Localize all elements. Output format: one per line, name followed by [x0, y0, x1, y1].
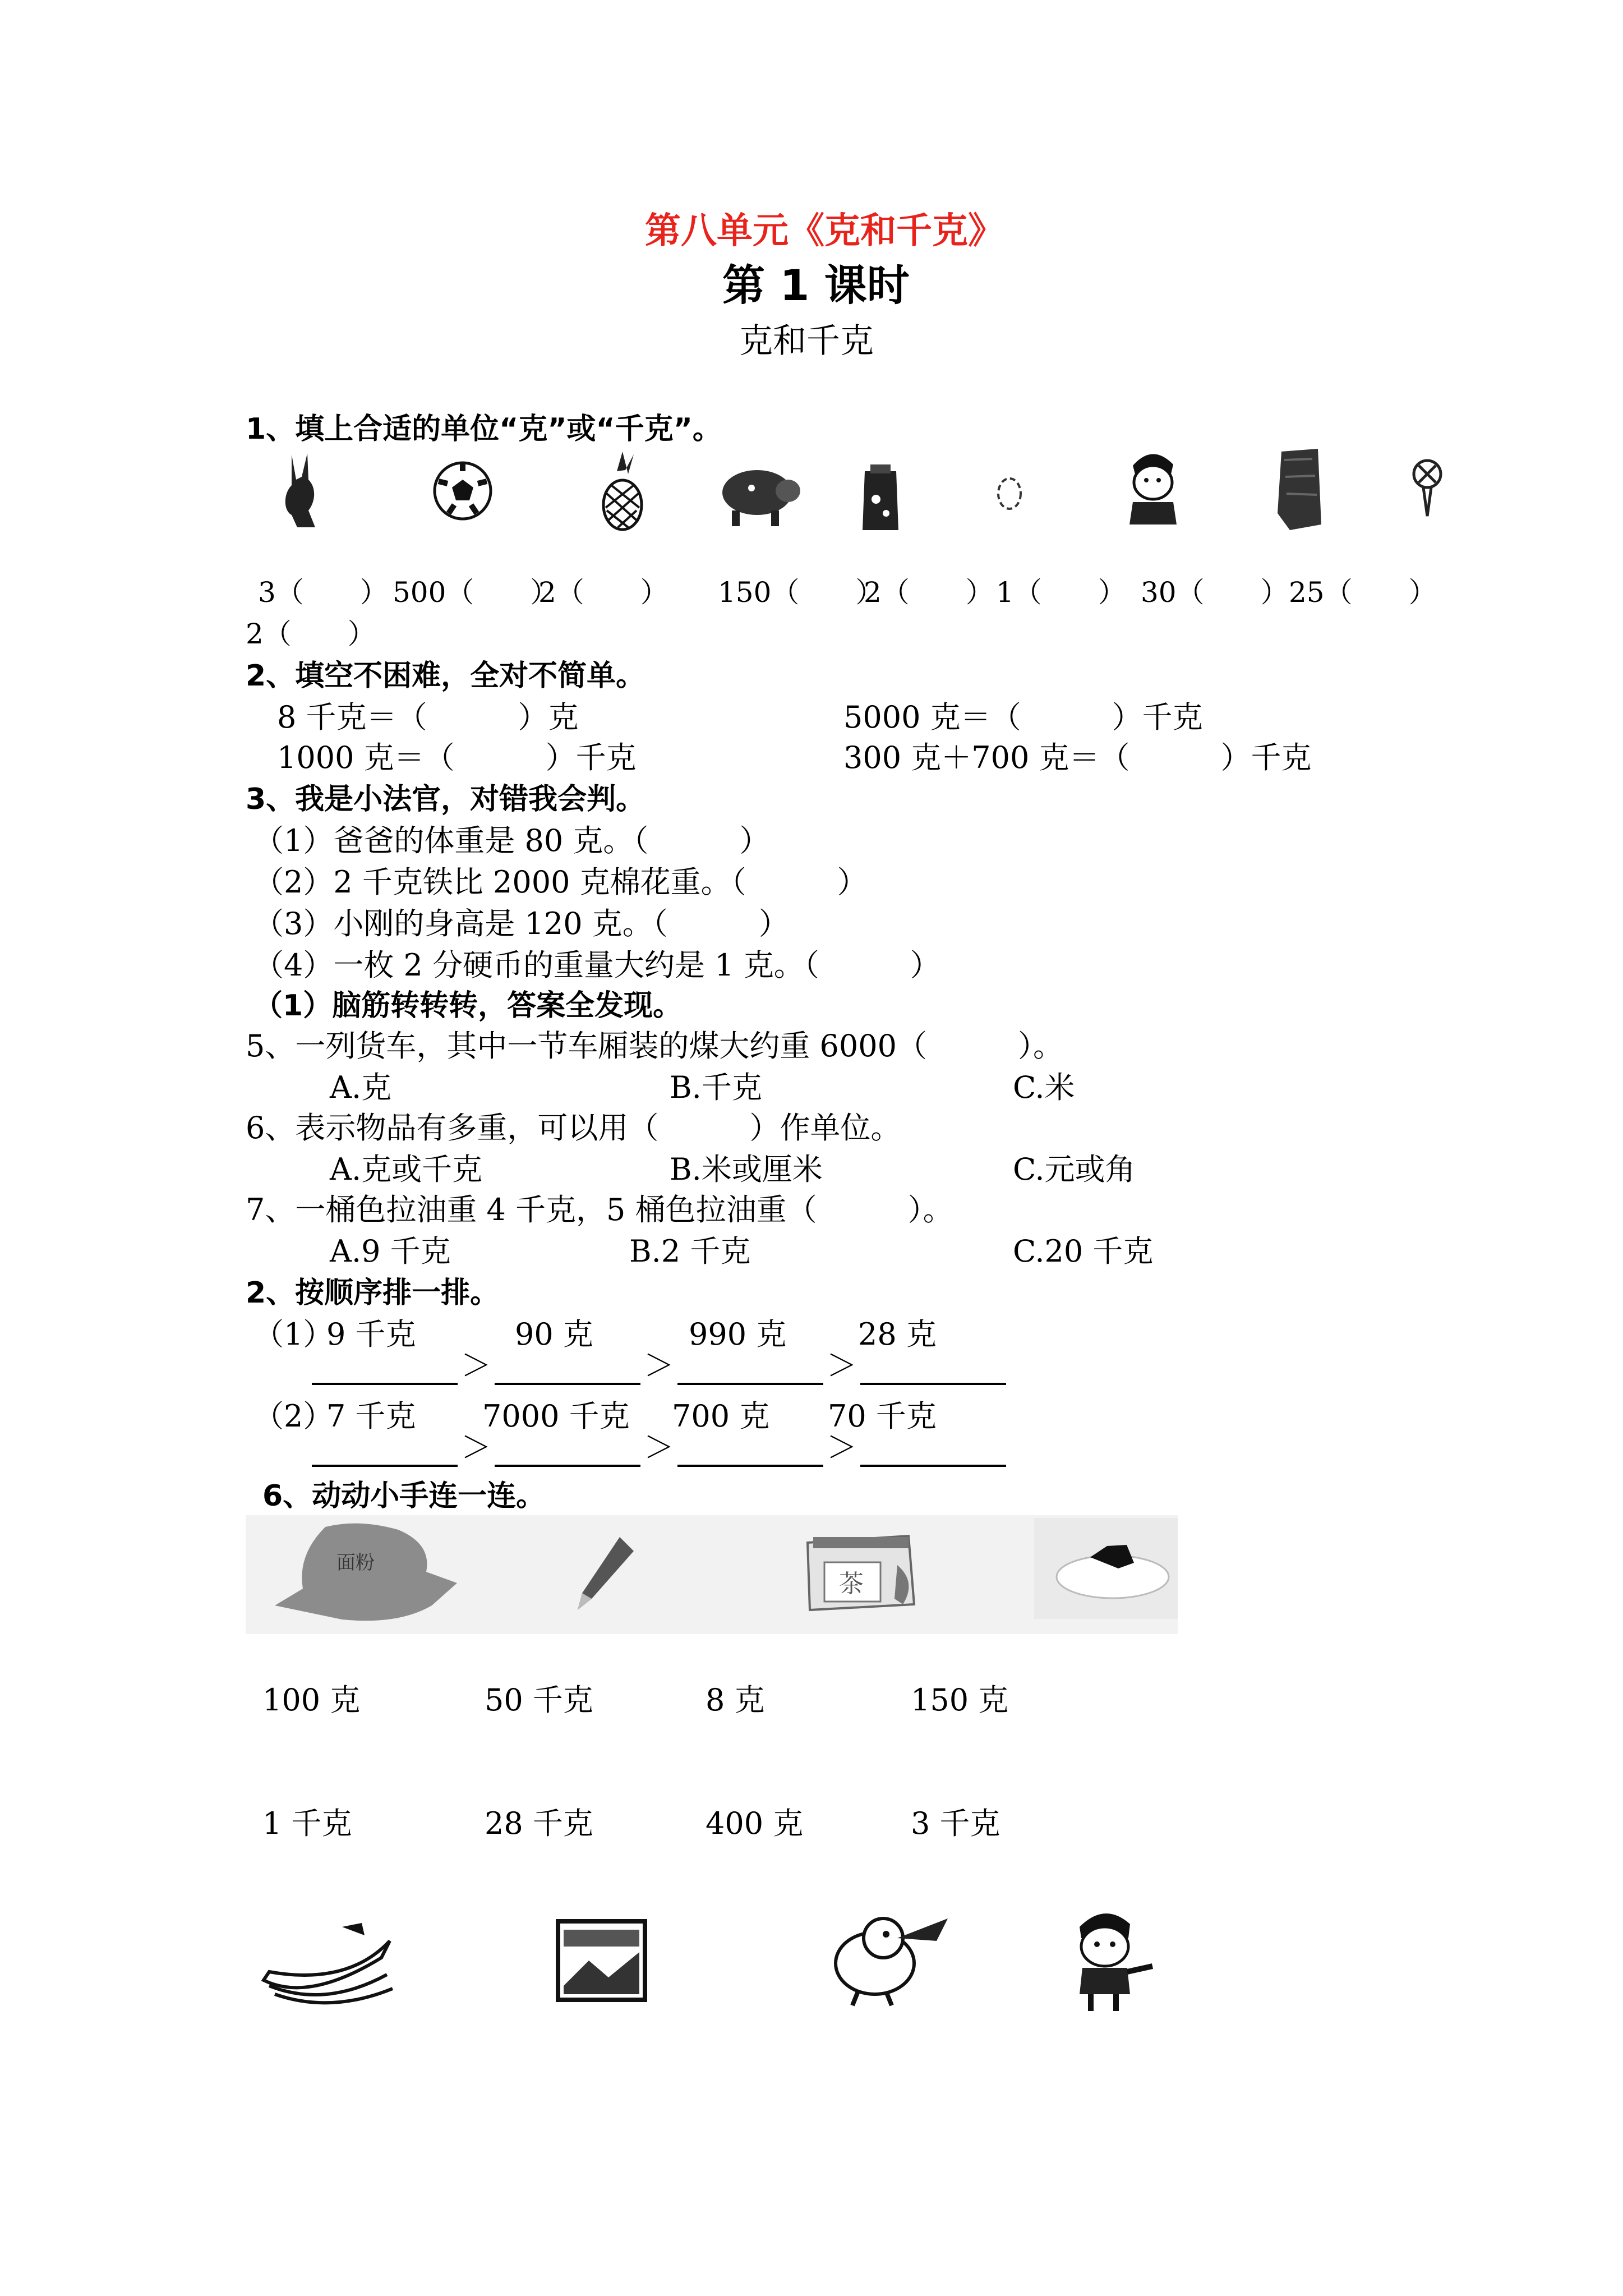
- flour-label: 面粉: [336, 1552, 375, 1574]
- unit-title: 第八单元《克和千克》: [645, 210, 1004, 252]
- q7-stem: 7、一桶色拉油重 4 千克，5 桶色拉油重（ ）。: [246, 1192, 953, 1227]
- answer-blank[interactable]: [312, 1354, 458, 1385]
- q8-row1-answer-line: [312, 1342, 1006, 1385]
- q8-heading: 2、按顺序排一排。: [246, 1276, 500, 1310]
- q1-item: 3（ ）: [258, 576, 388, 609]
- answer-blank[interactable]: [495, 1435, 640, 1467]
- ice-cream-icon: [1408, 457, 1447, 519]
- q6-option-b: B.米或厘米: [670, 1152, 823, 1187]
- q5-option-c: C.米: [1013, 1070, 1075, 1105]
- q8-row2-value: 7 千克: [326, 1398, 416, 1434]
- q2-blank-item: 5000 克＝（ ）千克: [843, 700, 1203, 735]
- greater-than-sign: ＞: [644, 1430, 674, 1465]
- q7-option-a: A.9 千克: [330, 1234, 451, 1269]
- q1-item: 1（ ）: [996, 576, 1126, 609]
- q4-heading: （1）脑筋转转转，答案全发现。: [253, 989, 683, 1023]
- q2-blank-item: 8 千克＝（ ）克: [277, 700, 579, 735]
- q1-item: 150（ ）: [718, 576, 884, 609]
- q1-item: 25（ ）: [1289, 576, 1437, 609]
- weight-label: 3 千克: [911, 1806, 1000, 1841]
- q5-option-a: A.克: [330, 1070, 392, 1105]
- q3-heading: 3、我是小法官，对错我会判。: [246, 783, 645, 816]
- q8-row2-value: 700 克: [672, 1398, 770, 1434]
- q1-item: 2（ ）: [538, 576, 668, 609]
- answer-blank[interactable]: [677, 1435, 823, 1467]
- rabbit-icon: [275, 449, 325, 533]
- q8-row1-value: 9 千克: [326, 1317, 416, 1352]
- answer-blank[interactable]: [677, 1354, 823, 1385]
- answer-blank[interactable]: [860, 1354, 1006, 1385]
- pencil-icon: [572, 1531, 639, 1616]
- q9-heading: 6、动动小手连一连。: [262, 1479, 546, 1513]
- q8-row1-value: 28 克: [858, 1317, 937, 1352]
- book-icon: [555, 1918, 651, 2003]
- tea-label: 茶: [839, 1570, 864, 1598]
- tea-bag-icon: [802, 1531, 920, 1616]
- q7-option-c: C.20 千克: [1013, 1234, 1154, 1269]
- q5-option-b: B.千克: [670, 1070, 762, 1105]
- q3-judge-item: （3）小刚的身高是 120 克。（ ）: [253, 906, 789, 941]
- pineapple-icon: [594, 449, 651, 533]
- bag-icon: [1267, 443, 1329, 533]
- greater-than-sign: ＞: [644, 1348, 674, 1383]
- q3-judge-item: （4）一枚 2 分硬币的重量大约是 1 克。（ ）: [253, 947, 940, 983]
- greater-than-sign: ＞: [827, 1430, 857, 1465]
- answer-blank[interactable]: [312, 1435, 458, 1467]
- weight-label: 100 克: [262, 1682, 361, 1718]
- lesson-title: 第 1 课时: [722, 260, 910, 310]
- q8-row2-label: （2）: [253, 1398, 334, 1434]
- q1-item: 2（ ）: [246, 618, 376, 650]
- q8-row2-value: 70 千克: [828, 1398, 937, 1434]
- weight-label: 50 千克: [485, 1682, 593, 1718]
- greater-than-sign: ＞: [461, 1348, 491, 1383]
- bag-icon: [858, 460, 903, 533]
- answer-blank[interactable]: [860, 1435, 1006, 1467]
- q7-option-b: B.2 千克: [629, 1234, 751, 1269]
- weight-label: 8 克: [706, 1682, 765, 1718]
- q8-row2-answer-line: [312, 1424, 1006, 1467]
- q6-option-a: A.克或千克: [330, 1152, 483, 1187]
- q1-heading: 1、填上合适的单位“克”或“千克”。: [246, 412, 722, 446]
- duck-icon: [824, 1907, 959, 2008]
- q6-stem: 6、表示物品有多重，可以用（ ）作单位。: [246, 1110, 901, 1145]
- q8-row1-value: 90 克: [515, 1317, 593, 1352]
- greater-than-sign: ＞: [461, 1430, 491, 1465]
- q8-row1-value: 990 克: [689, 1317, 787, 1352]
- q2-blank-item: 300 克＋700 克＝（ ）千克: [843, 740, 1312, 775]
- boy-icon: [1060, 1902, 1161, 2014]
- weight-label: 1 千克: [262, 1806, 352, 1841]
- banana-icon: [258, 1918, 398, 2008]
- q8-row1-label: （1）: [253, 1317, 334, 1352]
- q2-blank-item: 1000 克＝（ ）千克: [277, 740, 637, 775]
- weight-label: 400 克: [706, 1806, 804, 1841]
- hat-icon: [1034, 1518, 1178, 1619]
- egg-icon: [993, 471, 1026, 516]
- weight-label: 150 克: [911, 1682, 1009, 1718]
- q3-judge-item: （2）2 千克铁比 2000 克棉花重。（ ）: [253, 864, 868, 900]
- weight-label: 28 千克: [485, 1806, 593, 1841]
- answer-blank[interactable]: [495, 1354, 640, 1385]
- q6-option-c: C.元或角: [1013, 1152, 1136, 1187]
- q1-item: 30（ ）: [1141, 576, 1289, 609]
- q1-item: 500（ ）: [393, 576, 559, 609]
- soccer-ball-icon: [432, 460, 494, 522]
- q2-heading: 2、填空不困难，全对不简单。: [246, 659, 645, 693]
- boy-icon: [1122, 443, 1183, 527]
- topic-title: 克和千克: [739, 321, 874, 361]
- q5-stem: 5、一列货车，其中一节车厢装的煤大约重 6000（ ）。: [246, 1028, 1063, 1064]
- greater-than-sign: ＞: [827, 1348, 857, 1383]
- q1-item: 2（ ）: [864, 576, 994, 609]
- q3-judge-item: （1）爸爸的体重是 80 克。（ ）: [253, 823, 770, 858]
- q8-row2-value: 7000 千克: [482, 1398, 630, 1434]
- flour-sack-icon: [264, 1521, 482, 1628]
- pig-icon: [718, 460, 802, 527]
